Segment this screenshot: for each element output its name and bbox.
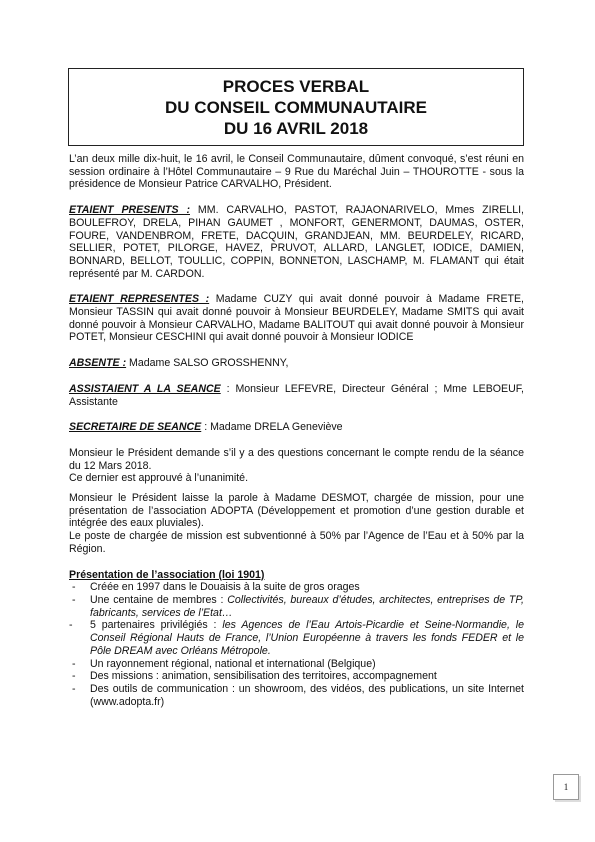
- title-box: [68, 68, 524, 146]
- absent-paragraph: [69, 357, 524, 370]
- dash-bullet: -: [72, 581, 76, 594]
- list-item-italic-text: les Agences de l’Eau Artois-Picardie et Seine-Normandie, le Conseil Régional Hauts de France, l’Union Européenne à travers les fonds FEDER et le Pôle DREAM avec Orléans Métropole.: [90, 619, 524, 657]
- list-item: [69, 683, 524, 708]
- secretary-text: : Madame DRELA Geneviève: [201, 421, 343, 434]
- subsidy-paragraph: Le poste de chargée de mission est subventionné à 50% par l’Agence de l’Eau et à 50% par la Région.: [69, 530, 524, 555]
- absent-label: ABSENTE :: [69, 357, 127, 370]
- list-item: [69, 581, 524, 594]
- approved-paragraph: Ce dernier est approuvé à l’unanimité.: [69, 472, 249, 485]
- association-bullet-list: [69, 581, 524, 708]
- title-line-3: DU 16 AVRIL 2018: [223, 118, 369, 138]
- assistant-text: : Monsieur LEFEVRE, Directeur Général ; Mme LEBOEUF, Assistante: [69, 382, 524, 408]
- section-title: Présentation de l’association (loi 1901): [69, 568, 265, 581]
- dash-bullet: -: [72, 670, 76, 683]
- absent-text: Madame SALSO GROSSHENNY,: [126, 357, 289, 370]
- list-item-text: 5 partenaires privilégiés :: [90, 619, 223, 632]
- questions-paragraph: Monsieur le Président demande s’il y a des questions concernant le compte rendu de la séance du 12 Mars 2018.: [69, 446, 524, 472]
- list-item-italic-text: Collectivités, bureaux d’études, architectes, entreprises de TP, fabricants, services de l’Etat…: [90, 593, 524, 619]
- list-item: [69, 658, 524, 671]
- represented-paragraph: [69, 293, 524, 344]
- dash-bullet: -: [72, 593, 76, 606]
- assistant-label: ASSISTAIENT A LA SEANCE: [69, 382, 221, 395]
- secretary-label: SECRETAIRE DE SEANCE: [69, 421, 202, 434]
- title-line-2: DU CONSEIL COMMUNAUTAIRE: [165, 97, 427, 117]
- presents-text: MM. CARVALHO, PASTOT, RAJAONARIVELO, Mmes ZIRELLI, BOULEFROY, DRELA, PIHAN GAUMET , MONFORT, GENERMONT, DAUMAS, OSTER, FOURE, VANDENBROM, FRETE, DACQUIN, GRANDJEAN, MM. BEURDELEY, RICARD, SELLIER, POTET, PILORGE, HAVEZ, PRUVOT, ALLARD, LANGLET, IODICE, DAMIEN, BONNARD, BELLOT, TOULLIC, COPPIN, BONNETON, LASCHAMP, M. FLAMANT qui était représenté par M. CARDON.: [69, 204, 524, 280]
- page-number: 1: [553, 774, 579, 800]
- title-line-1: PROCES VERBAL: [222, 76, 370, 96]
- list-item-text: Créée en 1997 dans le Douaisis à la suite de gros orages: [90, 581, 360, 594]
- desmot-paragraph: Monsieur le Président laisse la parole à Madame DESMOT, chargée de mission, pour une présentation de l’association ADOPTA (Développement et promotion d’une gestion durable et intégrée des eaux pluviales).: [69, 492, 524, 530]
- assistant-paragraph: [69, 383, 524, 408]
- presents-paragraph: [69, 204, 524, 280]
- list-item-text: Des outils de communication : un showroom, des vidéos, des publications, un site Internet (www.adopta.fr): [90, 682, 524, 708]
- list-item: [69, 670, 524, 683]
- list-item-text: Un rayonnement régional, national et international (Belgique): [90, 657, 376, 670]
- secretary-paragraph: [69, 421, 524, 434]
- list-item-text: Des missions : animation, sensibilisation des territoires, accompagnement: [90, 670, 437, 683]
- intro-paragraph: L’an deux mille dix-huit, le 16 avril, le Conseil Communautaire, dûment convoqué, s’est réuni en session ordinaire à l’Hôtel Communautaire – 9 Rue du Maréchal Juin – THOUROTTE - sous la présidence de Monsieur Patrice CARVALHO, Président.: [69, 153, 524, 191]
- represented-text: Madame CUZY qui avait donné pouvoir à Madame FRETE, Monsieur TASSIN qui avait donné pouvoir à Monsieur BEURDELEY, Madame SMITS qui avait donné pouvoir à Monsieur CARVALHO, Madame BALITOUT qui avait donné pouvoir à Monsieur POTET, Monsieur CESCHINI qui avait donné pouvoir à Monsieur IODICE: [69, 293, 524, 344]
- document-body: [69, 153, 524, 708]
- dash-bullet: -: [72, 682, 76, 695]
- list-item-text: Une centaine de membres :: [90, 593, 228, 606]
- list-item: [69, 594, 524, 619]
- dash-bullet: -: [69, 619, 73, 632]
- dash-bullet: -: [72, 657, 76, 670]
- presents-label: ETAIENT PRESENTS :: [69, 204, 190, 217]
- list-item: [69, 619, 524, 657]
- represented-label: ETAIENT REPRESENTES :: [69, 293, 210, 306]
